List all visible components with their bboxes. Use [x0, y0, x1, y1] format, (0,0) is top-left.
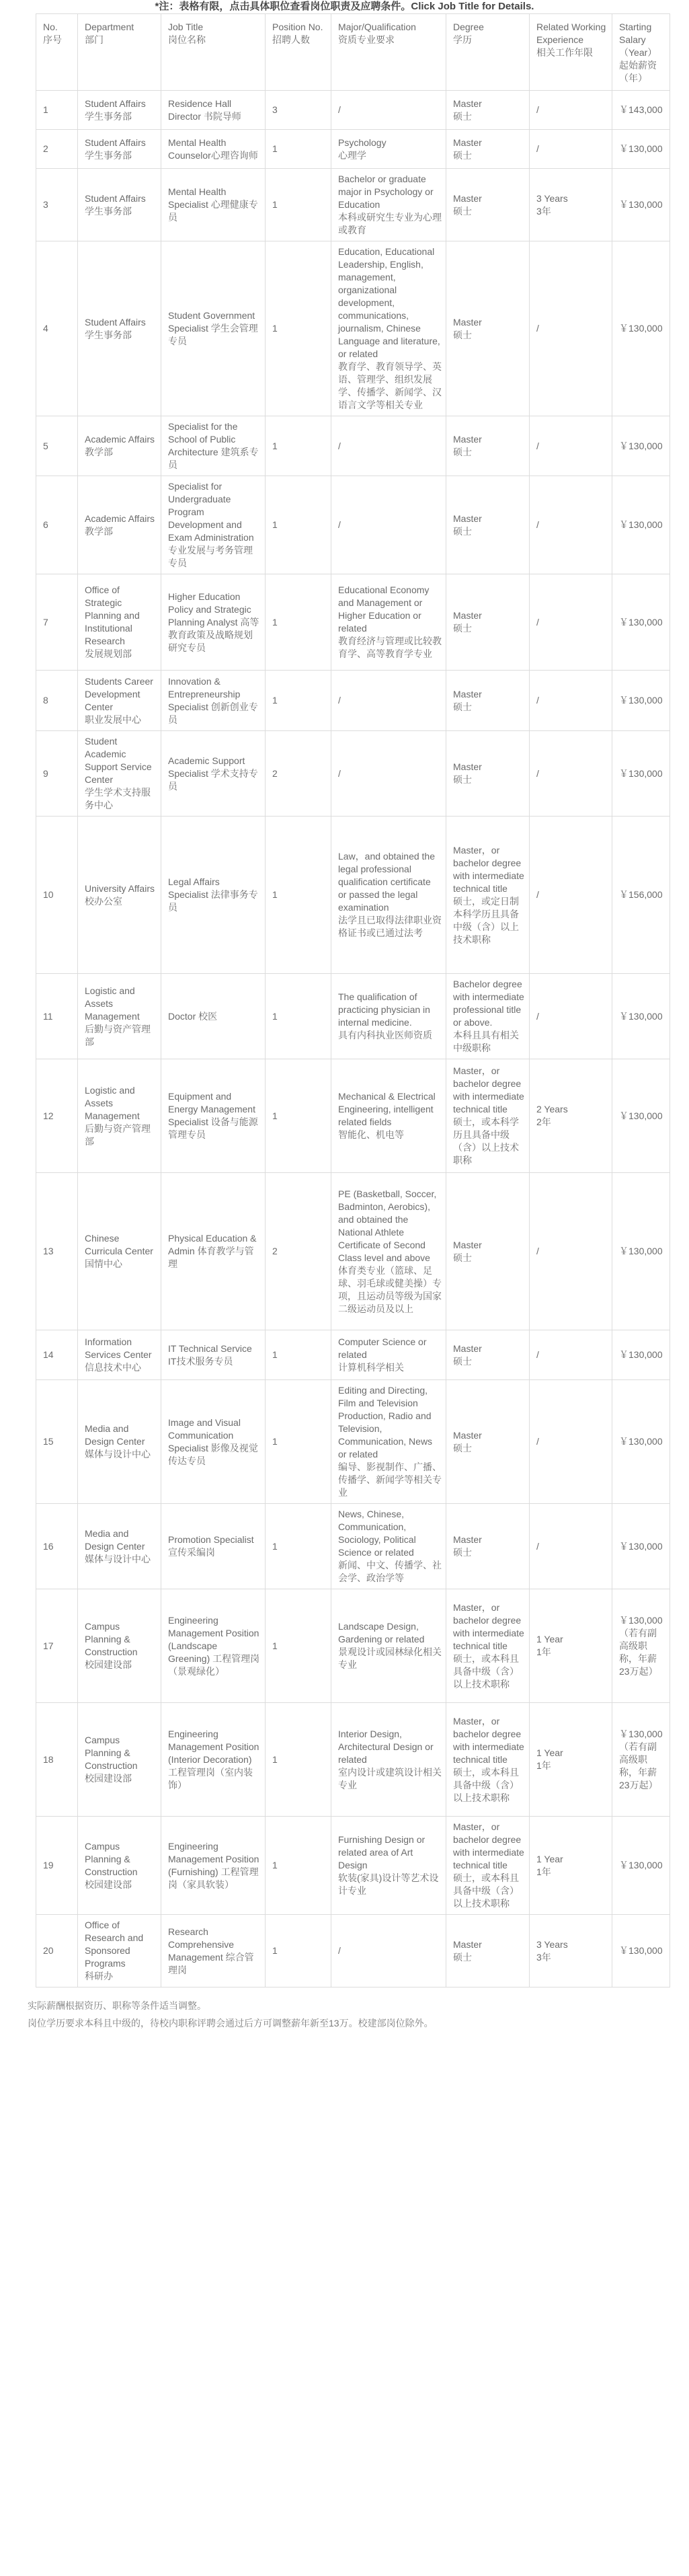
cell-major: / — [331, 91, 446, 130]
cell-no: 10 — [36, 817, 78, 974]
cell-position-no: 1 — [266, 1059, 331, 1173]
cell-salary: ￥130,000 — [612, 241, 670, 416]
cell-major: PE (Basketball, Soccer, Badminton, Aerobics), and obtained the National Athlete Certificate of Second Class level and above 体育类专业（篮球、足球、羽毛球或健美操）专项，且运动员等级为国家二级运动员及以上 — [331, 1173, 446, 1330]
cell-position-no: 1 — [266, 671, 331, 731]
cell-salary: ￥130,000（若有副高级职称，年薪23万起） — [612, 1703, 670, 1817]
table-row — [36, 1330, 670, 1380]
cell-degree: Master 硕士 — [446, 91, 530, 130]
cell-no: 19 — [36, 1817, 78, 1915]
cell-position-no: 1 — [266, 416, 331, 476]
cell-department: Office of Strategic Planning and Institutional Research 发展规划部 — [78, 574, 161, 671]
cell-salary: ￥130,000 — [612, 476, 670, 574]
cell-job-title[interactable]: Promotion Specialist 宣传采编岗 — [161, 1504, 266, 1589]
cell-major: / — [331, 731, 446, 817]
cell-major: Law，and obtained the legal professional qualification certificate or passed the legal examination 法学且已取得法律职业资格证书或已通过法考 — [331, 817, 446, 974]
cell-job-title[interactable]: Legal Affairs Specialist 法律事务专员 — [161, 817, 266, 974]
table-row — [36, 817, 670, 974]
header-department: Department 部门 — [78, 14, 161, 91]
header-job-title: Job Title 岗位名称 — [161, 14, 266, 91]
cell-position-no: 1 — [266, 476, 331, 574]
cell-job-title[interactable]: Specialist for the School of Public Architecture 建筑系专员 — [161, 416, 266, 476]
cell-position-no: 1 — [266, 241, 331, 416]
table-row — [36, 974, 670, 1059]
cell-position-no: 1 — [266, 1915, 331, 1987]
cell-experience: / — [530, 731, 612, 817]
cell-experience: / — [530, 671, 612, 731]
cell-salary: ￥130,000 — [612, 1817, 670, 1915]
cell-department: Campus Planning & Construction 校园建设部 — [78, 1817, 161, 1915]
cell-salary: ￥130,000 — [612, 574, 670, 671]
cell-major: Education, Educational Leadership, English, management, organizational development, communications, journalism, Chinese Language and literature, or related 教育学、教育领导学、英语、管理学、组织发展学、传播学、新闻学、汉语言文学等相关专业 — [331, 241, 446, 416]
table-row — [36, 1703, 670, 1817]
cell-experience: / — [530, 476, 612, 574]
cell-no: 11 — [36, 974, 78, 1059]
cell-degree: Master 硕士 — [446, 1504, 530, 1589]
table-row — [36, 574, 670, 671]
cell-no: 4 — [36, 241, 78, 416]
table-row — [36, 1915, 670, 1987]
cell-position-no: 3 — [266, 91, 331, 130]
cell-major: Landscape Design, Gardening or related 景观设计或园林绿化相关专业 — [331, 1589, 446, 1703]
job-table — [36, 13, 670, 1987]
cell-no: 3 — [36, 169, 78, 241]
cell-experience: 3 Years 3年 — [530, 169, 612, 241]
cell-position-no: 2 — [266, 731, 331, 817]
cell-position-no: 1 — [266, 1703, 331, 1817]
cell-degree: Master，or bachelor degree with intermediate technical title 硕士，或本科且具备中级（含）以上技术职称 — [446, 1589, 530, 1703]
cell-job-title[interactable]: Engineering Management Position (Landscape Greening) 工程管理岗（景观绿化） — [161, 1589, 266, 1703]
cell-degree: Master，or bachelor degree with intermediate technical title 硕士，或本科学历且具备中级（含）以上技术职称 — [446, 1059, 530, 1173]
cell-department: Campus Planning & Construction 校园建设部 — [78, 1703, 161, 1817]
header-major: Major/Qualification 资质专业要求 — [331, 14, 446, 91]
cell-no: 14 — [36, 1330, 78, 1380]
table-header-row — [36, 14, 670, 91]
cell-experience: 1 Year 1年 — [530, 1589, 612, 1703]
cell-major: Editing and Directing, Film and Television Production, Radio and Television, Communication, News or related 编导、影视制作、广播、传播学、新闻学等相关专业 — [331, 1380, 446, 1504]
cell-no: 6 — [36, 476, 78, 574]
table-row — [36, 91, 670, 130]
cell-degree: Master 硕士 — [446, 731, 530, 817]
cell-department: Students Career Development Center 职业发展中心 — [78, 671, 161, 731]
cell-degree: Master 硕士 — [446, 1330, 530, 1380]
cell-experience: 1 Year 1年 — [530, 1817, 612, 1915]
cell-department: Logistic and Assets Management 后勤与资产管理部 — [78, 974, 161, 1059]
cell-no: 7 — [36, 574, 78, 671]
cell-department: Student Affairs 学生事务部 — [78, 169, 161, 241]
cell-experience: / — [530, 974, 612, 1059]
header-no: No. 序号 — [36, 14, 78, 91]
cell-job-title[interactable]: Image and Visual Communication Specialist 影像及视觉传达专员 — [161, 1380, 266, 1504]
cell-salary: ￥143,000 — [612, 91, 670, 130]
header-experience: Related Working Experience 相关工作年限 — [530, 14, 612, 91]
cell-department: Academic Affairs 教学部 — [78, 476, 161, 574]
table-row — [36, 671, 670, 731]
cell-salary: ￥130,000 — [612, 1504, 670, 1589]
cell-degree: Bachelor degree with intermediate professional title or above. 本科且具有相关中级职称 — [446, 974, 530, 1059]
cell-experience: / — [530, 1173, 612, 1330]
cell-experience: / — [530, 241, 612, 416]
footer-line-2: 岗位学历要求本科且中级的，待校内职称评聘会通过后方可调整薪年新至13万。校建部岗位除外。 — [28, 2018, 434, 2029]
cell-job-title[interactable]: Engineering Management Position (Interior Decoration) 工程管理岗（室内装饰） — [161, 1703, 266, 1817]
cell-no: 1 — [36, 91, 78, 130]
cell-job-title[interactable]: Student Government Specialist 学生会管理专员 — [161, 241, 266, 416]
cell-degree: Master 硕士 — [446, 130, 530, 169]
cell-major: Educational Economy and Management or Higher Education or related 教育经济与管理或比较教育学、高等教育学专业 — [331, 574, 446, 671]
cell-position-no: 1 — [266, 169, 331, 241]
cell-position-no: 2 — [266, 1173, 331, 1330]
cell-job-title[interactable]: Physical Education & Admin 体育教学与管理 — [161, 1173, 266, 1330]
cell-department: Media and Design Center 媒体与设计中心 — [78, 1380, 161, 1504]
cell-degree: Master，or bachelor degree with intermediate technical title 硕士，或本科且具备中级（含）以上技术职称 — [446, 1817, 530, 1915]
cell-position-no: 1 — [266, 1589, 331, 1703]
cell-salary: ￥130,000 — [612, 169, 670, 241]
cell-degree: Master 硕士 — [446, 476, 530, 574]
footer-notes — [28, 1997, 689, 2032]
cell-no: 9 — [36, 731, 78, 817]
table-row — [36, 241, 670, 416]
table-row — [36, 1817, 670, 1915]
cell-department: Chinese Curricula Center 国情中心 — [78, 1173, 161, 1330]
table-row — [36, 1504, 670, 1589]
cell-department: Office of Research and Sponsored Programs 科研办 — [78, 1915, 161, 1987]
cell-major: / — [331, 1915, 446, 1987]
cell-job-title[interactable]: Research Comprehensive Management 综合管理岗 — [161, 1915, 266, 1987]
cell-degree: Master 硕士 — [446, 574, 530, 671]
cell-salary: ￥156,000 — [612, 817, 670, 974]
cell-position-no: 1 — [266, 574, 331, 671]
cell-salary: ￥130,000 — [612, 1173, 670, 1330]
cell-position-no: 1 — [266, 817, 331, 974]
cell-experience: / — [530, 416, 612, 476]
cell-salary: ￥130,000（若有副高级职称，年薪23万起） — [612, 1589, 670, 1703]
cell-degree: Master 硕士 — [446, 1173, 530, 1330]
cell-job-title[interactable]: Mental Health Counselor心理咨询师 — [161, 130, 266, 169]
cell-major: Mechanical & Electrical Engineering, intelligent related fields 智能化、机电等 — [331, 1059, 446, 1173]
cell-major: / — [331, 671, 446, 731]
cell-job-title[interactable]: IT Technical Service IT技术服务专员 — [161, 1330, 266, 1380]
cell-position-no: 1 — [266, 130, 331, 169]
cell-job-title[interactable]: Engineering Management Position (Furnishing) 工程管理岗（家具软装） — [161, 1817, 266, 1915]
table-row — [36, 416, 670, 476]
cell-department: Logistic and Assets Management 后勤与资产管理部 — [78, 1059, 161, 1173]
cell-job-title[interactable]: Specialist for Undergraduate Program Development and Exam Administration 专业发展与考务管理专员 — [161, 476, 266, 574]
cell-no: 13 — [36, 1173, 78, 1330]
cell-department: Campus Planning & Construction 校园建设部 — [78, 1589, 161, 1703]
cell-degree: Master 硕士 — [446, 1380, 530, 1504]
cell-degree: Master，or bachelor degree with intermediate technical title 硕士，或定日制本科学历且具备中级（含）以上技术职称 — [446, 817, 530, 974]
table-row — [36, 1589, 670, 1703]
cell-salary: ￥130,000 — [612, 974, 670, 1059]
cell-degree: Master 硕士 — [446, 1915, 530, 1987]
table-row — [36, 169, 670, 241]
cell-major: Bachelor or graduate major in Psychology or Education 本科或研究生专业为心理或教育 — [331, 169, 446, 241]
cell-department: Student Academic Support Service Center 学生学术支持服务中心 — [78, 731, 161, 817]
cell-job-title[interactable]: Innovation & Entrepreneurship Specialist 创新创业专员 — [161, 671, 266, 731]
cell-job-title[interactable]: Mental Health Specialist 心理健康专员 — [161, 169, 266, 241]
cell-position-no: 1 — [266, 1817, 331, 1915]
cell-no: 5 — [36, 416, 78, 476]
cell-department: Media and Design Center 媒体与设计中心 — [78, 1504, 161, 1589]
table-row — [36, 1380, 670, 1504]
cell-department: Student Affairs 学生事务部 — [78, 130, 161, 169]
cell-position-no: 1 — [266, 1380, 331, 1504]
cell-department: Student Affairs 学生事务部 — [78, 241, 161, 416]
header-salary: Starting Salary（Year） 起始薪资（年） — [612, 14, 670, 91]
cell-salary: ￥130,000 — [612, 1330, 670, 1380]
cell-salary: ￥130,000 — [612, 671, 670, 731]
cell-job-title[interactable]: Equipment and Energy Management Specialist 设备与能源管理专员 — [161, 1059, 266, 1173]
cell-degree: Master 硕士 — [446, 169, 530, 241]
cell-no: 12 — [36, 1059, 78, 1173]
cell-degree: Master 硕士 — [446, 416, 530, 476]
cell-major: Furnishing Design or related area of Art Design 软装(家具)设计等艺术设计专业 — [331, 1817, 446, 1915]
cell-experience: / — [530, 1380, 612, 1504]
cell-major: Computer Science or related 计算机科学相关 — [331, 1330, 446, 1380]
cell-major: Psychology 心理学 — [331, 130, 446, 169]
cell-no: 2 — [36, 130, 78, 169]
cell-degree: Master，or bachelor degree with intermediate technical title 硕士，或本科且具备中级（含）以上技术职称 — [446, 1703, 530, 1817]
cell-department: University Affairs 校办公室 — [78, 817, 161, 974]
cell-department: Information Services Center 信息技术中心 — [78, 1330, 161, 1380]
cell-salary: ￥130,000 — [612, 1059, 670, 1173]
cell-position-no: 1 — [266, 1330, 331, 1380]
cell-position-no: 1 — [266, 1504, 331, 1589]
table-note: *注：表格有限，点击具体职位查看岗位职责及应聘条件。Click Job Title for Details. — [155, 1, 534, 12]
cell-job-title[interactable]: Higher Education Policy and Strategic Planning Analyst 高等教育政策及战略规划研究专员 — [161, 574, 266, 671]
cell-experience: / — [530, 817, 612, 974]
footer-line-1: 实际薪酬根据资历、职称等条件适当调整。 — [28, 2000, 206, 2011]
cell-job-title[interactable]: Academic Support Specialist 学术支持专员 — [161, 731, 266, 817]
cell-salary: ￥130,000 — [612, 416, 670, 476]
cell-department: Academic Affairs 教学部 — [78, 416, 161, 476]
cell-experience: / — [530, 130, 612, 169]
cell-experience: 2 Years 2年 — [530, 1059, 612, 1173]
cell-major: The qualification of practicing physician in internal medicine. 具有内科执业医师资质 — [331, 974, 446, 1059]
cell-major: / — [331, 476, 446, 574]
header-degree: Degree 学历 — [446, 14, 530, 91]
cell-major: / — [331, 416, 446, 476]
cell-major: News, Chinese, Communication, Sociology, Political Science or related 新闻、中文、传播学、社会学、政治学等 — [331, 1504, 446, 1589]
cell-no: 20 — [36, 1915, 78, 1987]
cell-no: 18 — [36, 1703, 78, 1817]
table-row — [36, 476, 670, 574]
cell-major: Interior Design, Architectural Design or related 室内设计或建筑设计相关专业 — [331, 1703, 446, 1817]
cell-no: 16 — [36, 1504, 78, 1589]
cell-degree: Master 硕士 — [446, 241, 530, 416]
cell-job-title[interactable]: Doctor 校医 — [161, 974, 266, 1059]
cell-experience: 3 Years 3年 — [530, 1915, 612, 1987]
cell-experience: / — [530, 1504, 612, 1589]
cell-degree: Master 硕士 — [446, 671, 530, 731]
cell-salary: ￥130,000 — [612, 731, 670, 817]
table-row — [36, 130, 670, 169]
header-position-no: Position No. 招聘人数 — [266, 14, 331, 91]
table-row — [36, 731, 670, 817]
cell-experience: / — [530, 91, 612, 130]
cell-experience: / — [530, 1330, 612, 1380]
cell-no: 8 — [36, 671, 78, 731]
table-row — [36, 1173, 670, 1330]
cell-experience: 1 Year 1年 — [530, 1703, 612, 1817]
cell-salary: ￥130,000 — [612, 130, 670, 169]
cell-job-title[interactable]: Residence Hall Director 书院导师 — [161, 91, 266, 130]
cell-experience: / — [530, 574, 612, 671]
cell-salary: ￥130,000 — [612, 1915, 670, 1987]
cell-salary: ￥130,000 — [612, 1380, 670, 1504]
cell-no: 17 — [36, 1589, 78, 1703]
table-row — [36, 1059, 670, 1173]
cell-department: Student Affairs 学生事务部 — [78, 91, 161, 130]
cell-no: 15 — [36, 1380, 78, 1504]
cell-position-no: 1 — [266, 974, 331, 1059]
